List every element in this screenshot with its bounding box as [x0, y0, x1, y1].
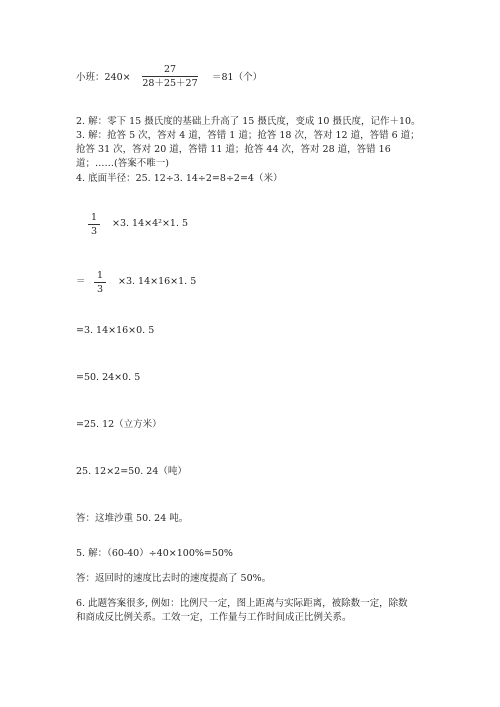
- step2-frac-bar: [94, 282, 106, 283]
- step5: =25. 12（立方米）: [76, 419, 162, 430]
- p2-line-2: 3. 解：抢答 5 次，答对 4 道，答错 1 道；抢答 18 次，答对 12 道，答错 6 道；: [76, 130, 420, 141]
- step1-frac-bar: [88, 224, 100, 225]
- step2-frac-den: 3: [96, 284, 104, 295]
- line1-frac-bar: [142, 76, 198, 77]
- step2-frac-num: 1: [96, 270, 104, 281]
- line1-suffix: ＝81（个）: [212, 72, 263, 83]
- p6-line-1: 6. 此题答案很多, 例如：比例尺一定，图上距离与实际距离，被除数一定，除数: [76, 598, 408, 609]
- p2-line-5: 4. 底面半径：25. 12÷3. 14÷2=8÷2=4（米）: [76, 173, 283, 184]
- step1-fraction: [88, 212, 100, 237]
- step1-rest: ×3. 14×4²×1. 5: [112, 218, 189, 229]
- p5: 5. 解：（60-40）÷40×100%=50%: [76, 548, 233, 559]
- line1-frac-num: 27: [163, 64, 177, 75]
- step6: 25. 12×2=50. 24（吨）: [76, 466, 187, 477]
- answer5: 答：返回时的速度比去时的速度提高了 50%。: [76, 573, 272, 584]
- step3: =3. 14×16×0. 5: [76, 325, 155, 336]
- p6-line-2: 和商成反比例关系。工效一定，工作量与工作时间成正比例关系。: [76, 612, 352, 623]
- line1-fraction: [142, 64, 198, 89]
- step2-eq: ＝: [76, 276, 86, 287]
- step2-rest: ×3. 14×16×1. 5: [118, 276, 197, 287]
- line1-prefix: 小班：240×: [76, 72, 131, 83]
- p2-line-3: 抢答 31 次，答对 20 道，答错 11 道；抢答 44 次，答对 28 道，答错 16: [76, 144, 391, 155]
- step4: =50. 24×0. 5: [76, 372, 141, 383]
- p2-line-1: 2. 解：零下 15 摄氏度的基础上升高了 15 摄氏度，变成 10 摄氏度，记作＋10。: [76, 116, 421, 127]
- line1-frac-den: 28＋25＋27: [142, 78, 198, 89]
- step1-frac-den: 3: [90, 226, 98, 237]
- step1-frac-num: 1: [90, 212, 98, 223]
- p2-line-4: 道；……(答案不唯一): [76, 158, 169, 169]
- step2-fraction: [94, 270, 106, 295]
- answer4: 答：这堆沙重 50. 24 吨。: [76, 513, 189, 524]
